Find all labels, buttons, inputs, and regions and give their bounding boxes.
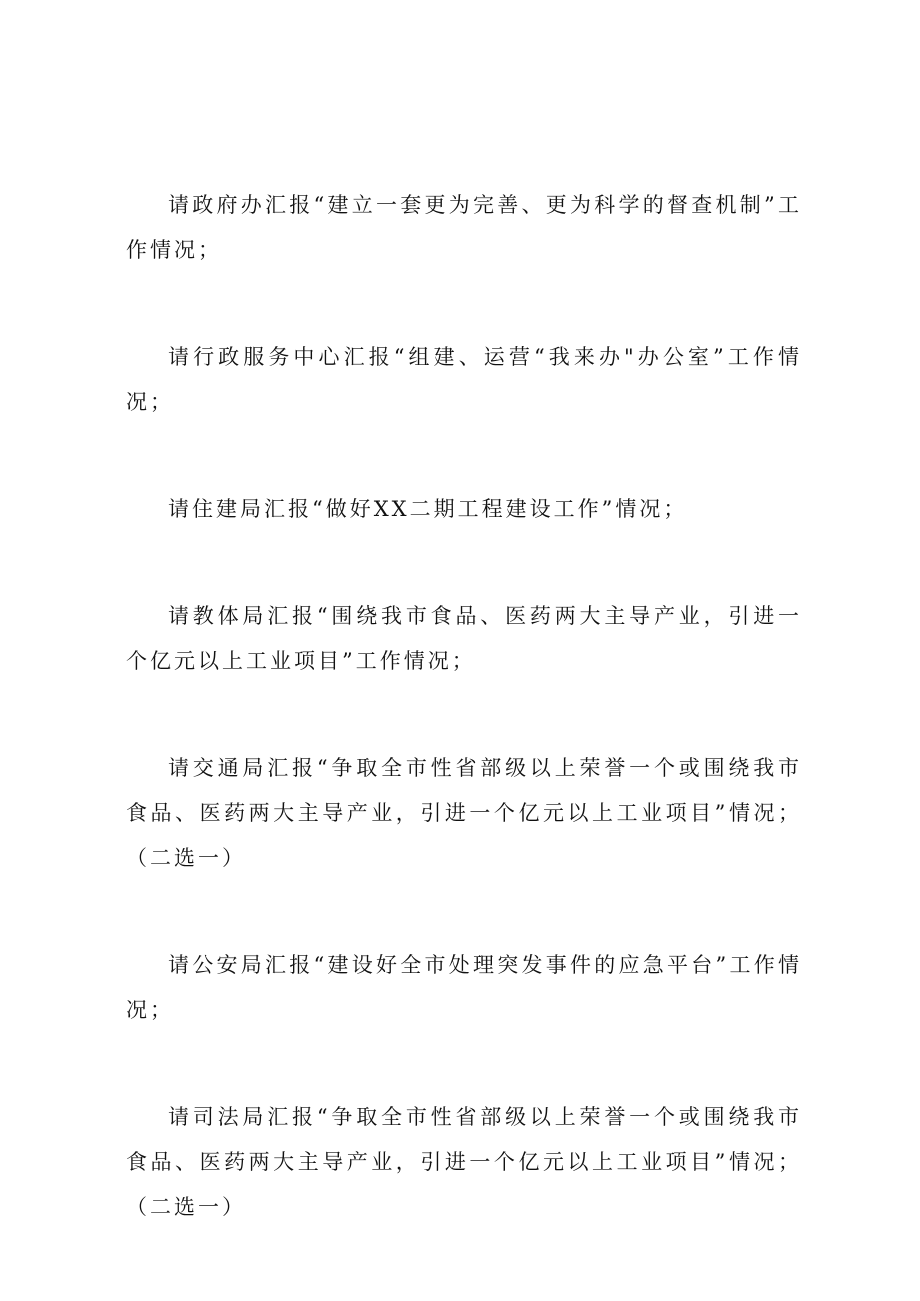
paragraph-transport-bureau: 请交通局汇报“争取全市性省部级以上荣誉一个或围绕我市食品、医药两大主导产业，引进一个亿元以上工业项目”情况；（二选一） [126, 756, 802, 870]
paragraph-admin-service-center: 请行政服务中心汇报“组建、运营“我来办"办公室”工作情况； [126, 345, 802, 414]
paragraph-education-sports-bureau: 请教体局汇报“围绕我市食品、医药两大主导产业，引进一个亿元以上工业项目”工作情况； [126, 604, 802, 673]
paragraph-government-office: 请政府办汇报“建立一套更为完善、更为科学的督查机制”工作情况； [126, 193, 802, 262]
paragraph-justice-bureau: 请司法局汇报“争取全市性省部级以上荣誉一个或围绕我市食品、医药两大主导产业，引进一个亿元以上工业项目”情况；（二选一） [126, 1105, 802, 1219]
paragraph-housing-bureau: 请住建局汇报“做好XX二期工程建设工作”情况； [168, 497, 688, 521]
document-body [126, 183, 802, 1292]
paragraph-public-security-bureau: 请公安局汇报“建设好全市处理突发事件的应急平台”工作情况； [126, 953, 802, 1022]
